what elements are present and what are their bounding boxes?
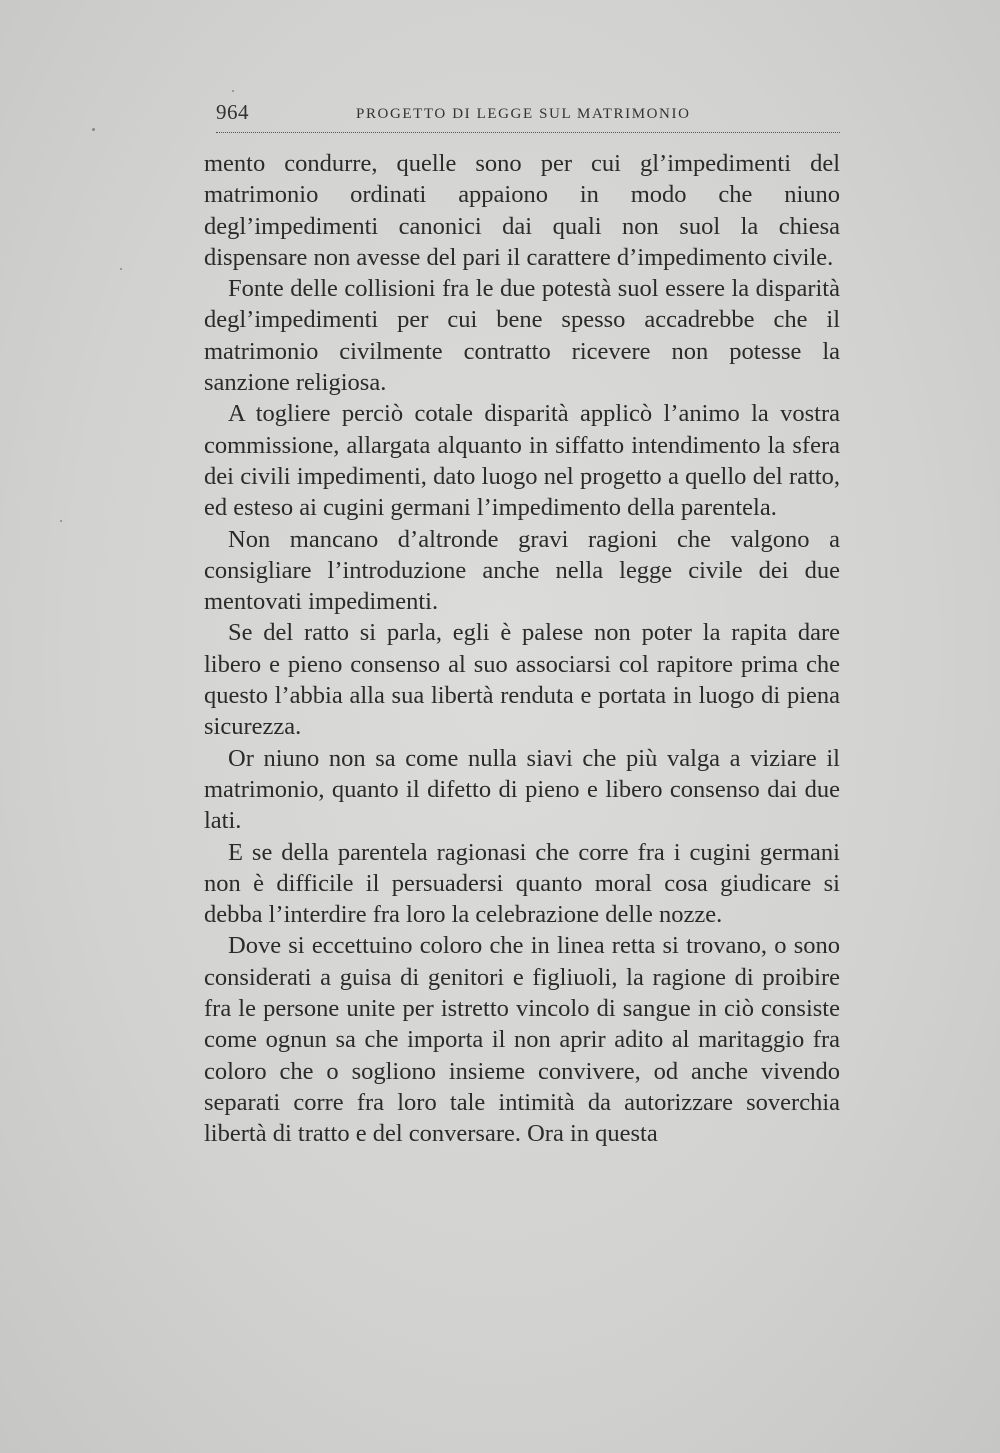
running-head: PROGETTO DI LEGGE SUL MATRIMONIO [356,106,691,122]
paragraph: Se del ratto si parla, egli è palese non poter la rapita dare libero e pieno consenso al suo associarsi col rapitore prima che questo l’abbia alla sua libertà renduta e portata in luogo di piena sicurezza. [204,619,840,741]
paper-speck [232,90,234,92]
paragraph: E se della parentela ragionasi che corre fra i cugini germani non è difficile il persuadersi quanto moral cosa giudicare si debba l’interdire fra loro la celebrazione delle nozze. [204,838,840,929]
paper-speck [60,520,62,522]
paragraph: A togliere perciò cotale disparità applicò l’animo la vostra commissione, allargata alquanto in siffatto intendimento la sfera dei civili impedimenti, dato luogo nel progetto a quello del ratto, ed esteso ai cugini germani l’impedimento della parentela. [204,400,840,522]
paragraph: Fonte delle collisioni fra le due potestà suol essere la disparità degl’impedimenti per cui bene spesso accadrebbe che il matrimonio civilmente contratto ricevere non potesse la sanzione religiosa. [204,275,840,397]
page-number: 964 [216,100,249,124]
paragraph: Dove si eccettuino coloro che in linea retta si trovano, o sono considerati a guisa di genitori e figliuoli, la ragione di proibire fra le persone unite per istretto vincolo di sangue in ciò consiste come ognun sa che importa il non aprir adito al maritaggio fra coloro che o sogliono insieme convivere, od anche vivendo separati corre fra loro tale intimità da autorizzare soverchia libertà di tratto e del conversare. Ora in questa [204,932,840,1148]
paragraph: Or niuno non sa come nulla siavi che più valga a viziare il matrimonio, quanto il difetto di pieno e libero consenso dai due lati. [204,744,840,835]
header-rule [216,132,840,133]
paragraph: mento condurre, quelle sono per cui gl’impedimenti del matrimonio ordinati appaiono in modo che niuno degl’impedimenti canonici dai quali non suol la chiesa dispensare non avesse del pari il carattere d’impedimento civile. [204,150,840,271]
page-header [216,100,840,140]
paper-speck [120,268,122,270]
paper-speck [92,128,95,131]
body-text [204,148,840,1150]
paragraph: Non mancano d’altronde gravi ragioni che valgono a consigliare l’introduzione anche nella legge civile dei due mentovati impedimenti. [204,525,840,616]
